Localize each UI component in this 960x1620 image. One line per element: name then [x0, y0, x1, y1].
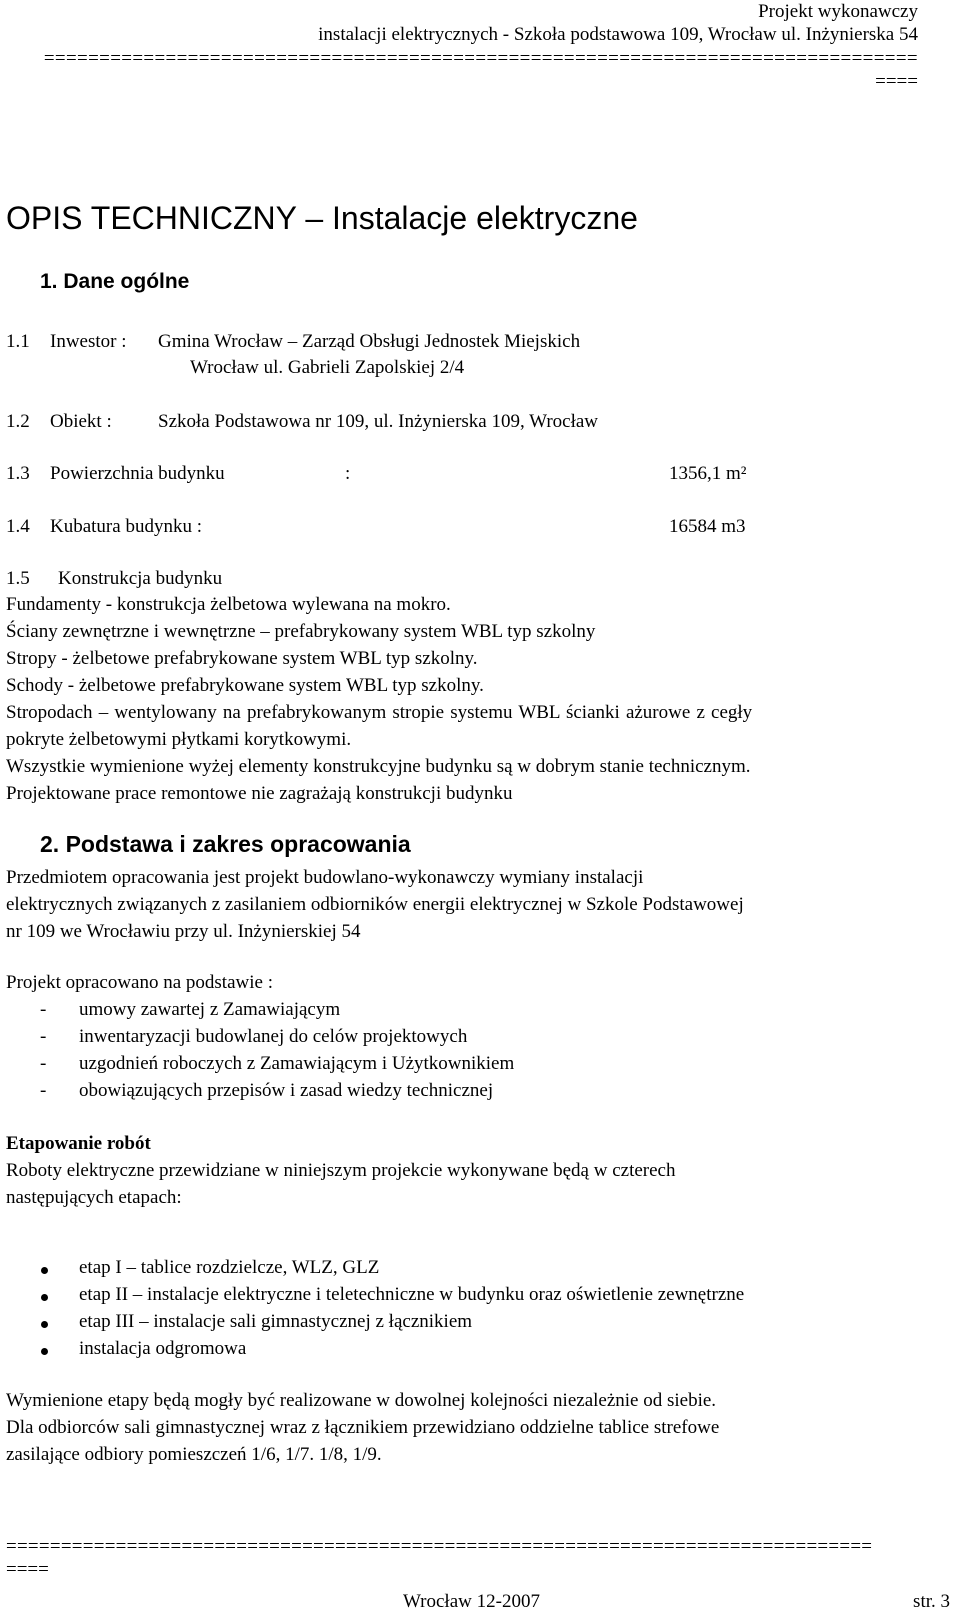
area-label: Powierzchnia budynku: [50, 463, 225, 484]
object-label: Obiekt :: [50, 411, 112, 432]
header-line-1: Projekt wykonawczy: [758, 1, 918, 22]
list-dash: -: [40, 1080, 47, 1101]
list-dash: -: [40, 1026, 47, 1047]
object-value: Szkoła Podstawowa nr 109, ul. Inżynierska 109, Wrocław: [158, 411, 599, 432]
intro-line: elektrycznych związanych z zasilaniem odbiorników energii elektrycznej w Szkole Podstawowej: [6, 894, 744, 915]
closing-line: Dla odbiorców sali gimnastycznej wraz z łącznikiem przewidziano oddzielne tablice strefowe: [6, 1417, 720, 1438]
volume-value: 16584 m3: [669, 516, 746, 537]
basis-item: inwentaryzacji budowlanej do celów projektowych: [79, 1026, 468, 1047]
closing-line: Wymienione etapy będą mogły być realizowane w dowolnej kolejności niezależnie od siebie.: [6, 1390, 717, 1411]
construction-number: 1.5: [6, 568, 30, 589]
stages-intro-line: Roboty elektryczne przewidziane w niniejszym projekcie wykonywane będą w czterech: [6, 1160, 676, 1181]
bullet-icon: [41, 1348, 48, 1355]
construction-line: Projektowane prace remontowe nie zagrażają konstrukcji budynku: [6, 783, 513, 804]
stages-intro-line: następujących etapach:: [6, 1187, 182, 1208]
investor-number: 1.1: [6, 331, 30, 352]
stage-item: etap III – instalacje sali gimnastycznej z łącznikiem: [79, 1311, 473, 1332]
intro-line: nr 109 we Wrocławiu przy ul. Inżynierskiej 54: [6, 921, 361, 942]
section-1-heading: 1. Dane ogólne: [40, 270, 190, 293]
stage-item: etap II – instalacje elektryczne i teletechniczne w budynku oraz oświetlenie zewnętrzne: [79, 1284, 745, 1305]
closing-line: zasilające odbiory pomieszczeń 1/6, 1/7. 1/8, 1/9.: [6, 1444, 382, 1465]
header-rule-tail: ====: [875, 71, 918, 92]
construction-line: Ściany zewnętrzne i wewnętrzne – prefabrykowany system WBL typ szkolny: [6, 621, 596, 642]
stage-item: etap I – tablice rozdzielcze, WLZ, GLZ: [79, 1257, 380, 1278]
intro-line: Przedmiotem opracowania jest projekt budowlano-wykonawczy wymiany instalacji: [6, 867, 644, 888]
bullet-icon: [41, 1294, 48, 1301]
construction-line: Fundamenty - konstrukcja żelbetowa wylewana na mokro.: [6, 594, 451, 615]
investor-value: Gmina Wrocław – Zarząd Obsługi Jednostek Miejskich: [158, 331, 581, 352]
area-colon: :: [345, 463, 351, 484]
construction-line: pokryte żelbetowymi płytkami korytkowymi.: [6, 729, 352, 750]
construction-line: Stropodach – wentylowany na prefabrykowanym stropie systemu WBL ścianki ażurowe z cegły: [6, 702, 753, 723]
area-number: 1.3: [6, 463, 30, 484]
bullet-icon: [41, 1321, 48, 1328]
bullet-icon: [41, 1267, 48, 1274]
basis-item: uzgodnień roboczych z Zamawiającym i Użytkownikiem: [79, 1053, 515, 1074]
section-2-heading: 2. Podstawa i zakres opracowania: [40, 831, 411, 857]
investor-address: Wrocław ul. Gabrieli Zapolskiej 2/4: [190, 357, 465, 378]
construction-line: Schody - żelbetowe prefabrykowane system WBL typ szkolny.: [6, 675, 484, 696]
construction-label: Konstrukcja budynku: [58, 568, 223, 589]
stages-title: Etapowanie robót: [6, 1133, 151, 1154]
list-dash: -: [40, 999, 47, 1020]
construction-line: Stropy - żelbetowe prefabrykowane system WBL typ szkolny.: [6, 648, 478, 669]
basis-title: Projekt opracowano na podstawie :: [6, 972, 273, 993]
investor-label: Inwestor :: [50, 331, 127, 352]
list-dash: -: [40, 1053, 47, 1074]
header-rule: ===============================================================================: [43, 48, 918, 69]
page-number: str. 3: [913, 1591, 950, 1612]
basis-item: umowy zawartej z Zamawiającym: [79, 999, 341, 1020]
header-line-2: instalacji elektrycznych - Szkoła podstawowa 109, Wrocław ul. Inżynierska 54: [318, 24, 918, 45]
area-value: 1356,1 m²: [669, 463, 747, 484]
volume-label: Kubatura budynku :: [50, 516, 202, 537]
footer-place-date: Wrocław 12-2007: [403, 1591, 540, 1612]
page-title: OPIS TECHNICZNY – Instalacje elektryczne: [6, 200, 638, 236]
object-number: 1.2: [6, 411, 30, 432]
footer-rule-tail: ====: [6, 1559, 49, 1580]
volume-number: 1.4: [6, 516, 30, 537]
construction-line: Wszystkie wymienione wyżej elementy konstrukcyjne budynku są w dobrym stanie technicznym.: [6, 756, 751, 777]
basis-item: obowiązujących przepisów i zasad wiedzy technicznej: [79, 1080, 494, 1101]
footer-rule: ===============================================================================: [6, 1536, 873, 1557]
stage-item: instalacja odgromowa: [79, 1338, 247, 1359]
